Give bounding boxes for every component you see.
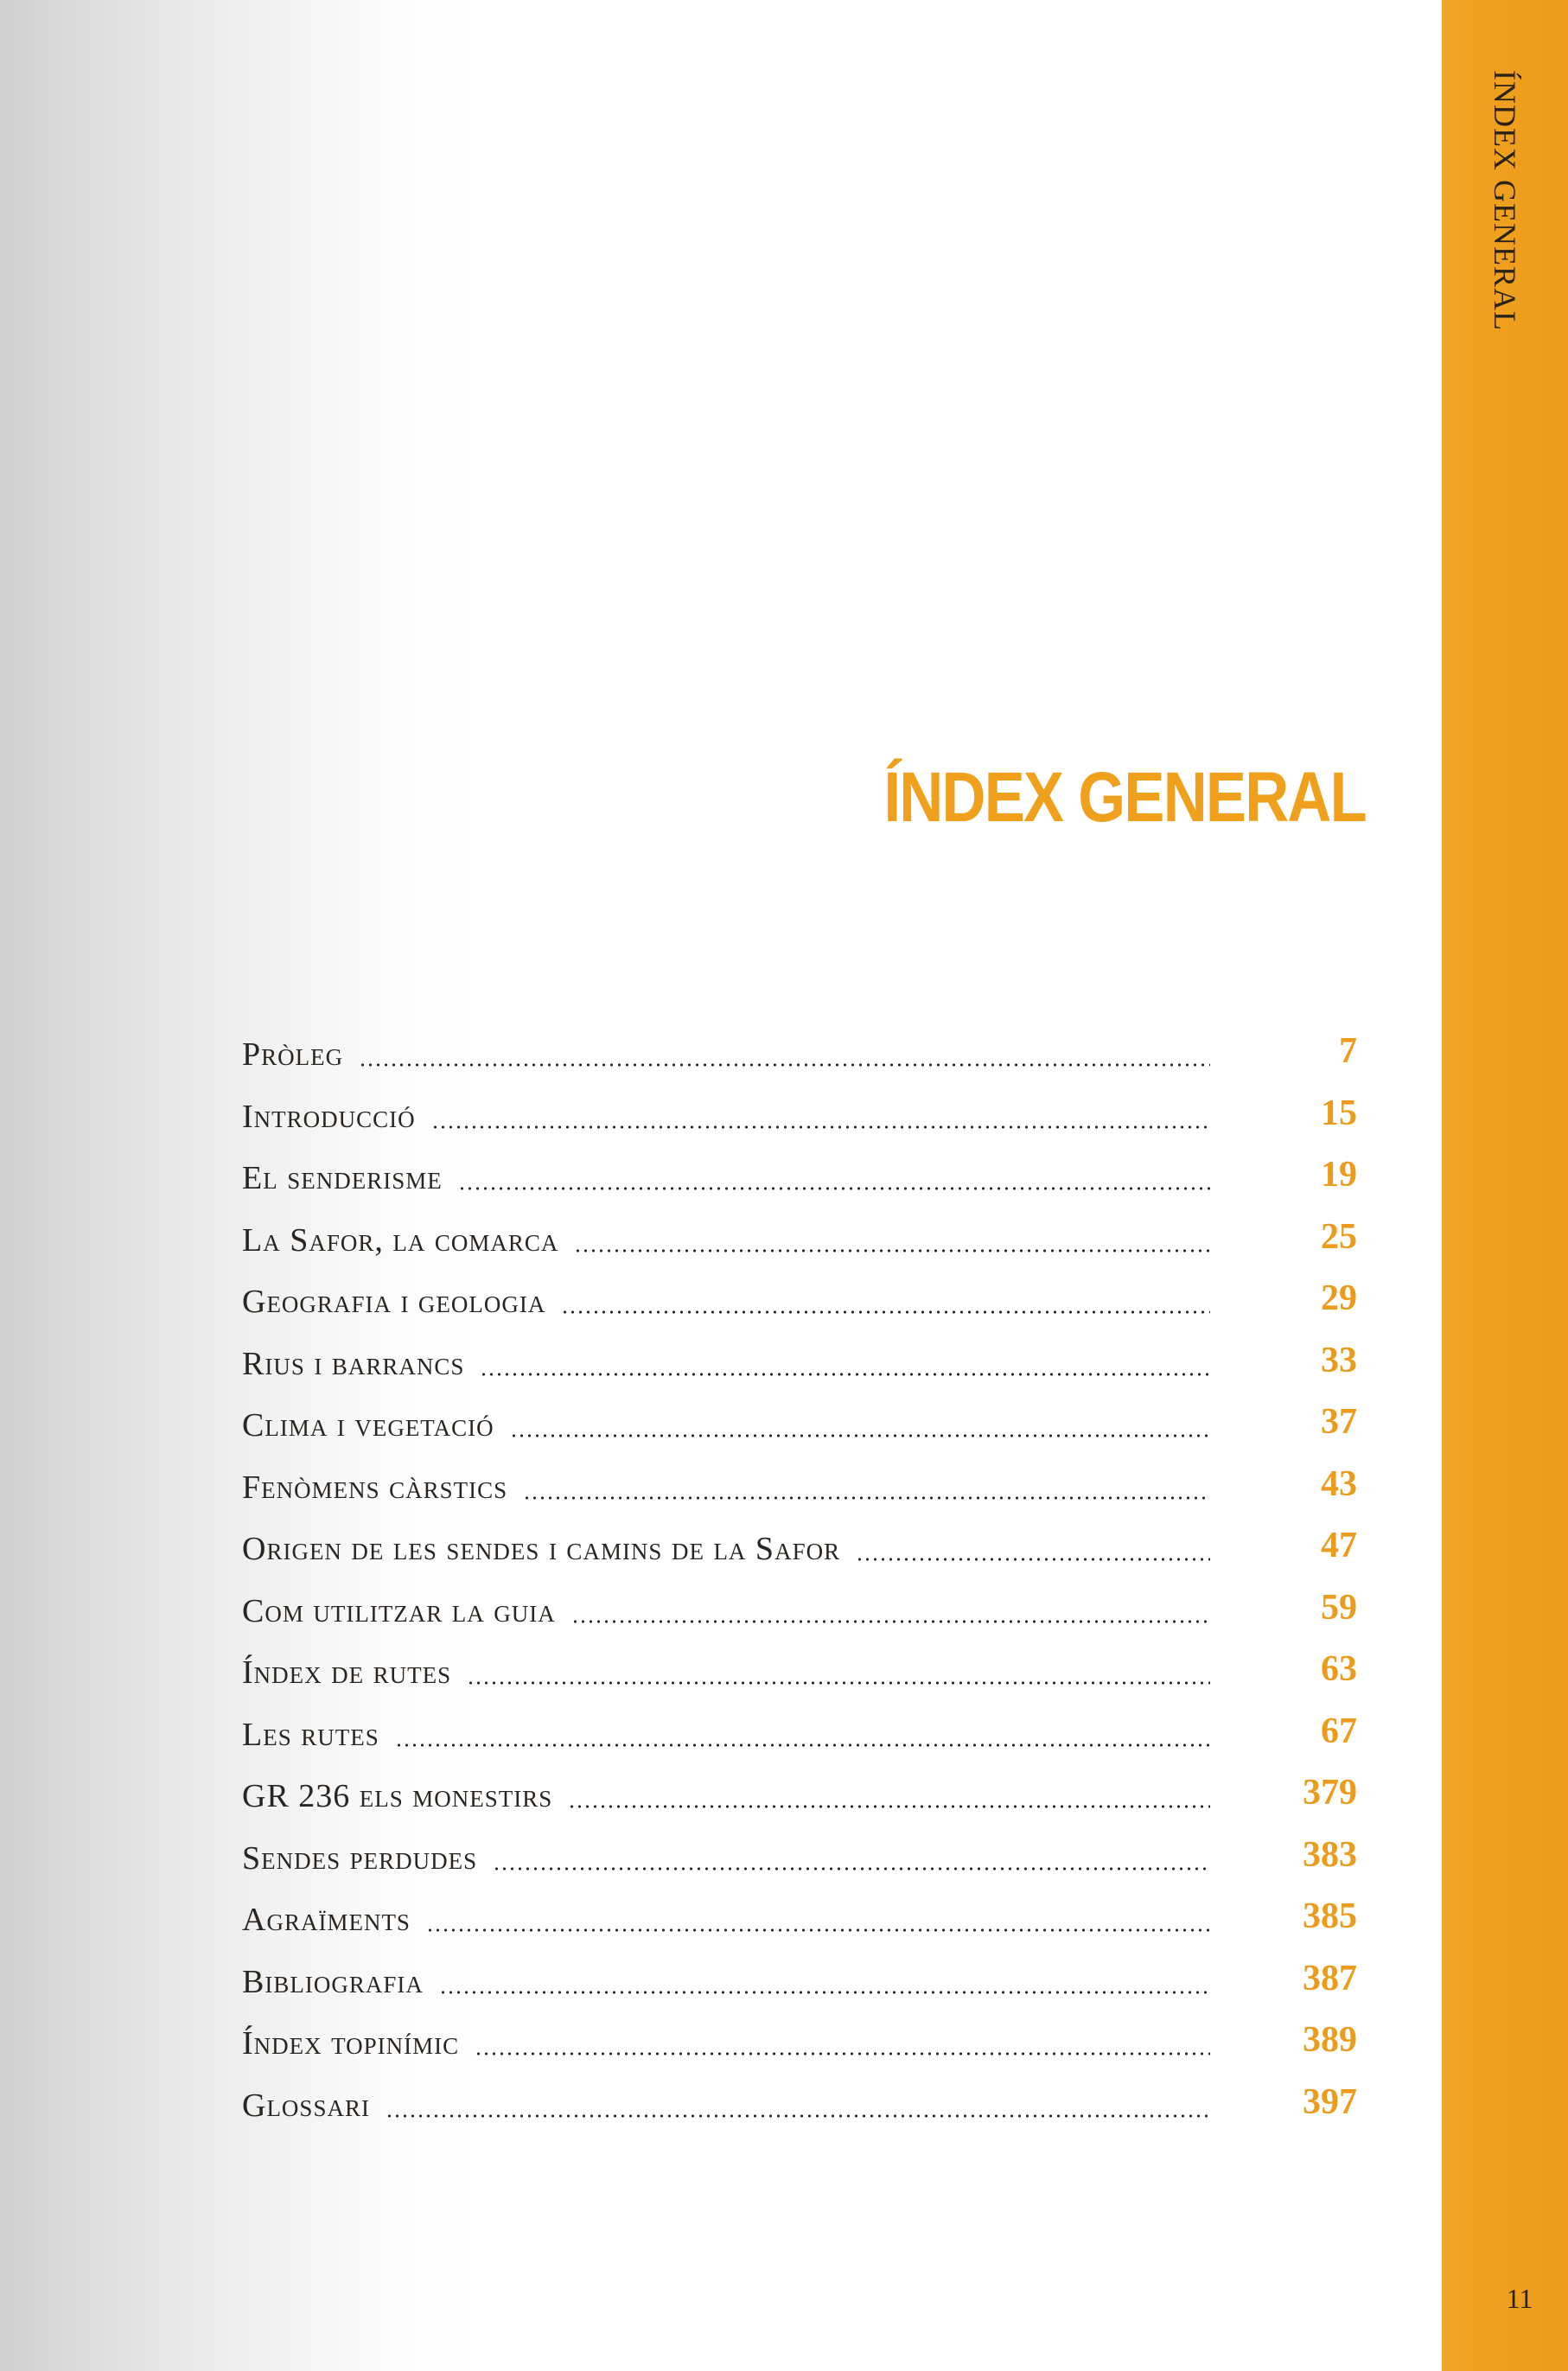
toc-entry-label: Les rutes xyxy=(242,1716,379,1753)
toc-entry-page: 7 xyxy=(1339,1031,1357,1071)
page-number: 11 xyxy=(1506,2283,1533,2314)
toc-entry xyxy=(242,1958,1357,2024)
toc-entry xyxy=(242,1775,1357,1838)
toc-entry-page: 59 xyxy=(1321,1587,1357,1628)
toc-entry-page: 15 xyxy=(1321,1093,1357,1133)
toc-entry xyxy=(242,1834,1357,1900)
toc-leader-dots xyxy=(480,1373,1210,1376)
toc-entry xyxy=(242,1711,1357,1776)
toc-entry-page: 385 xyxy=(1303,1896,1357,1936)
toc-entry-page: 19 xyxy=(1321,1155,1357,1195)
toc-entry-page: 67 xyxy=(1321,1711,1357,1751)
toc-entry-page: 47 xyxy=(1321,1526,1357,1565)
toc-entry xyxy=(242,1587,1357,1653)
toc-leader-dots xyxy=(523,1496,1210,1500)
toc-entry-label: Com utilitzar la guia xyxy=(242,1592,556,1629)
toc-leader-dots xyxy=(458,1187,1210,1190)
toc-entry-page: 33 xyxy=(1321,1340,1357,1380)
toc-entry xyxy=(242,1031,1357,1096)
toc-entry-label: Agraïments xyxy=(242,1902,411,1938)
toc-entry xyxy=(242,1463,1357,1529)
toc-entry-label: Bibliografia xyxy=(242,1963,424,2000)
toc-leader-dots xyxy=(475,2052,1210,2056)
toc-entry-label: Glossari xyxy=(242,2087,370,2124)
toc-leader-dots xyxy=(431,1125,1210,1129)
toc-entry-label: La Safor, la comarca xyxy=(242,1221,559,1259)
toc-entry-page: 37 xyxy=(1321,1402,1357,1442)
toc-entry xyxy=(242,2020,1357,2085)
toc-entry-label: Introducció xyxy=(242,1098,416,1135)
toc-entry-label: Rius i barrancs xyxy=(242,1345,465,1382)
toc-entry-label: Origen de les sendes i camins de la Safor xyxy=(242,1531,841,1567)
toc-leader-dots xyxy=(439,1991,1210,1994)
toc-entry-label: Índex de rutes xyxy=(242,1654,452,1691)
toc-entry-label: GR 236 els monestirs xyxy=(242,1778,553,1814)
side-header: ÍNDEX GENERAL xyxy=(1488,70,1522,331)
toc-entry xyxy=(242,1896,1357,1961)
toc-entry xyxy=(242,1157,1357,1220)
toc-leader-dots xyxy=(467,1681,1210,1685)
toc-leader-dots xyxy=(386,2114,1210,2118)
toc-entry xyxy=(242,1402,1357,1467)
toc-entry-page: 397 xyxy=(1303,2081,1357,2122)
toc-leader-dots xyxy=(510,1434,1210,1437)
toc-entry xyxy=(242,2081,1357,2147)
toc-leader-dots xyxy=(571,1620,1210,1623)
toc-entry-label: Pròleg xyxy=(242,1036,344,1073)
toc-entry-label: El senderisme xyxy=(242,1160,443,1196)
toc-entry-page: 379 xyxy=(1303,1773,1357,1813)
toc-leader-dots xyxy=(574,1249,1210,1252)
toc-entry-label: Geografia i geologia xyxy=(242,1284,546,1320)
toc-entry xyxy=(242,1278,1357,1343)
toc-entry-page: 387 xyxy=(1303,1958,1357,1998)
toc-entry xyxy=(242,1340,1357,1405)
toc-leader-dots xyxy=(493,1867,1210,1871)
toc-entry xyxy=(242,1216,1357,1282)
toc-entry-page: 383 xyxy=(1303,1834,1357,1875)
toc-leader-dots xyxy=(561,1310,1210,1314)
toc-entry xyxy=(242,1649,1357,1714)
toc-entry-page: 43 xyxy=(1321,1463,1357,1504)
toc-leader-dots xyxy=(395,1743,1210,1747)
table-of-contents xyxy=(242,1031,1357,2146)
toc-entry-label: Índex topinímic xyxy=(242,2025,460,2062)
toc-entry xyxy=(242,1528,1357,1590)
toc-leader-dots xyxy=(426,1928,1210,1932)
page-title: ÍNDEX GENERAL xyxy=(883,758,1366,837)
toc-leader-dots xyxy=(568,1805,1210,1808)
toc-entry-label: Fenòmens càrstics xyxy=(242,1469,508,1506)
toc-leader-dots xyxy=(856,1558,1210,1561)
toc-entry-page: 63 xyxy=(1321,1649,1357,1689)
toc-entry-page: 29 xyxy=(1321,1278,1357,1318)
toc-entry-page: 389 xyxy=(1303,2020,1357,2060)
toc-entry-label: Sendes perdudes xyxy=(242,1839,478,1877)
toc-entry-label: Clima i vegetació xyxy=(242,1407,494,1444)
toc-entry-page: 25 xyxy=(1321,1216,1357,1257)
toc-leader-dots xyxy=(359,1063,1210,1067)
toc-entry xyxy=(242,1093,1357,1158)
